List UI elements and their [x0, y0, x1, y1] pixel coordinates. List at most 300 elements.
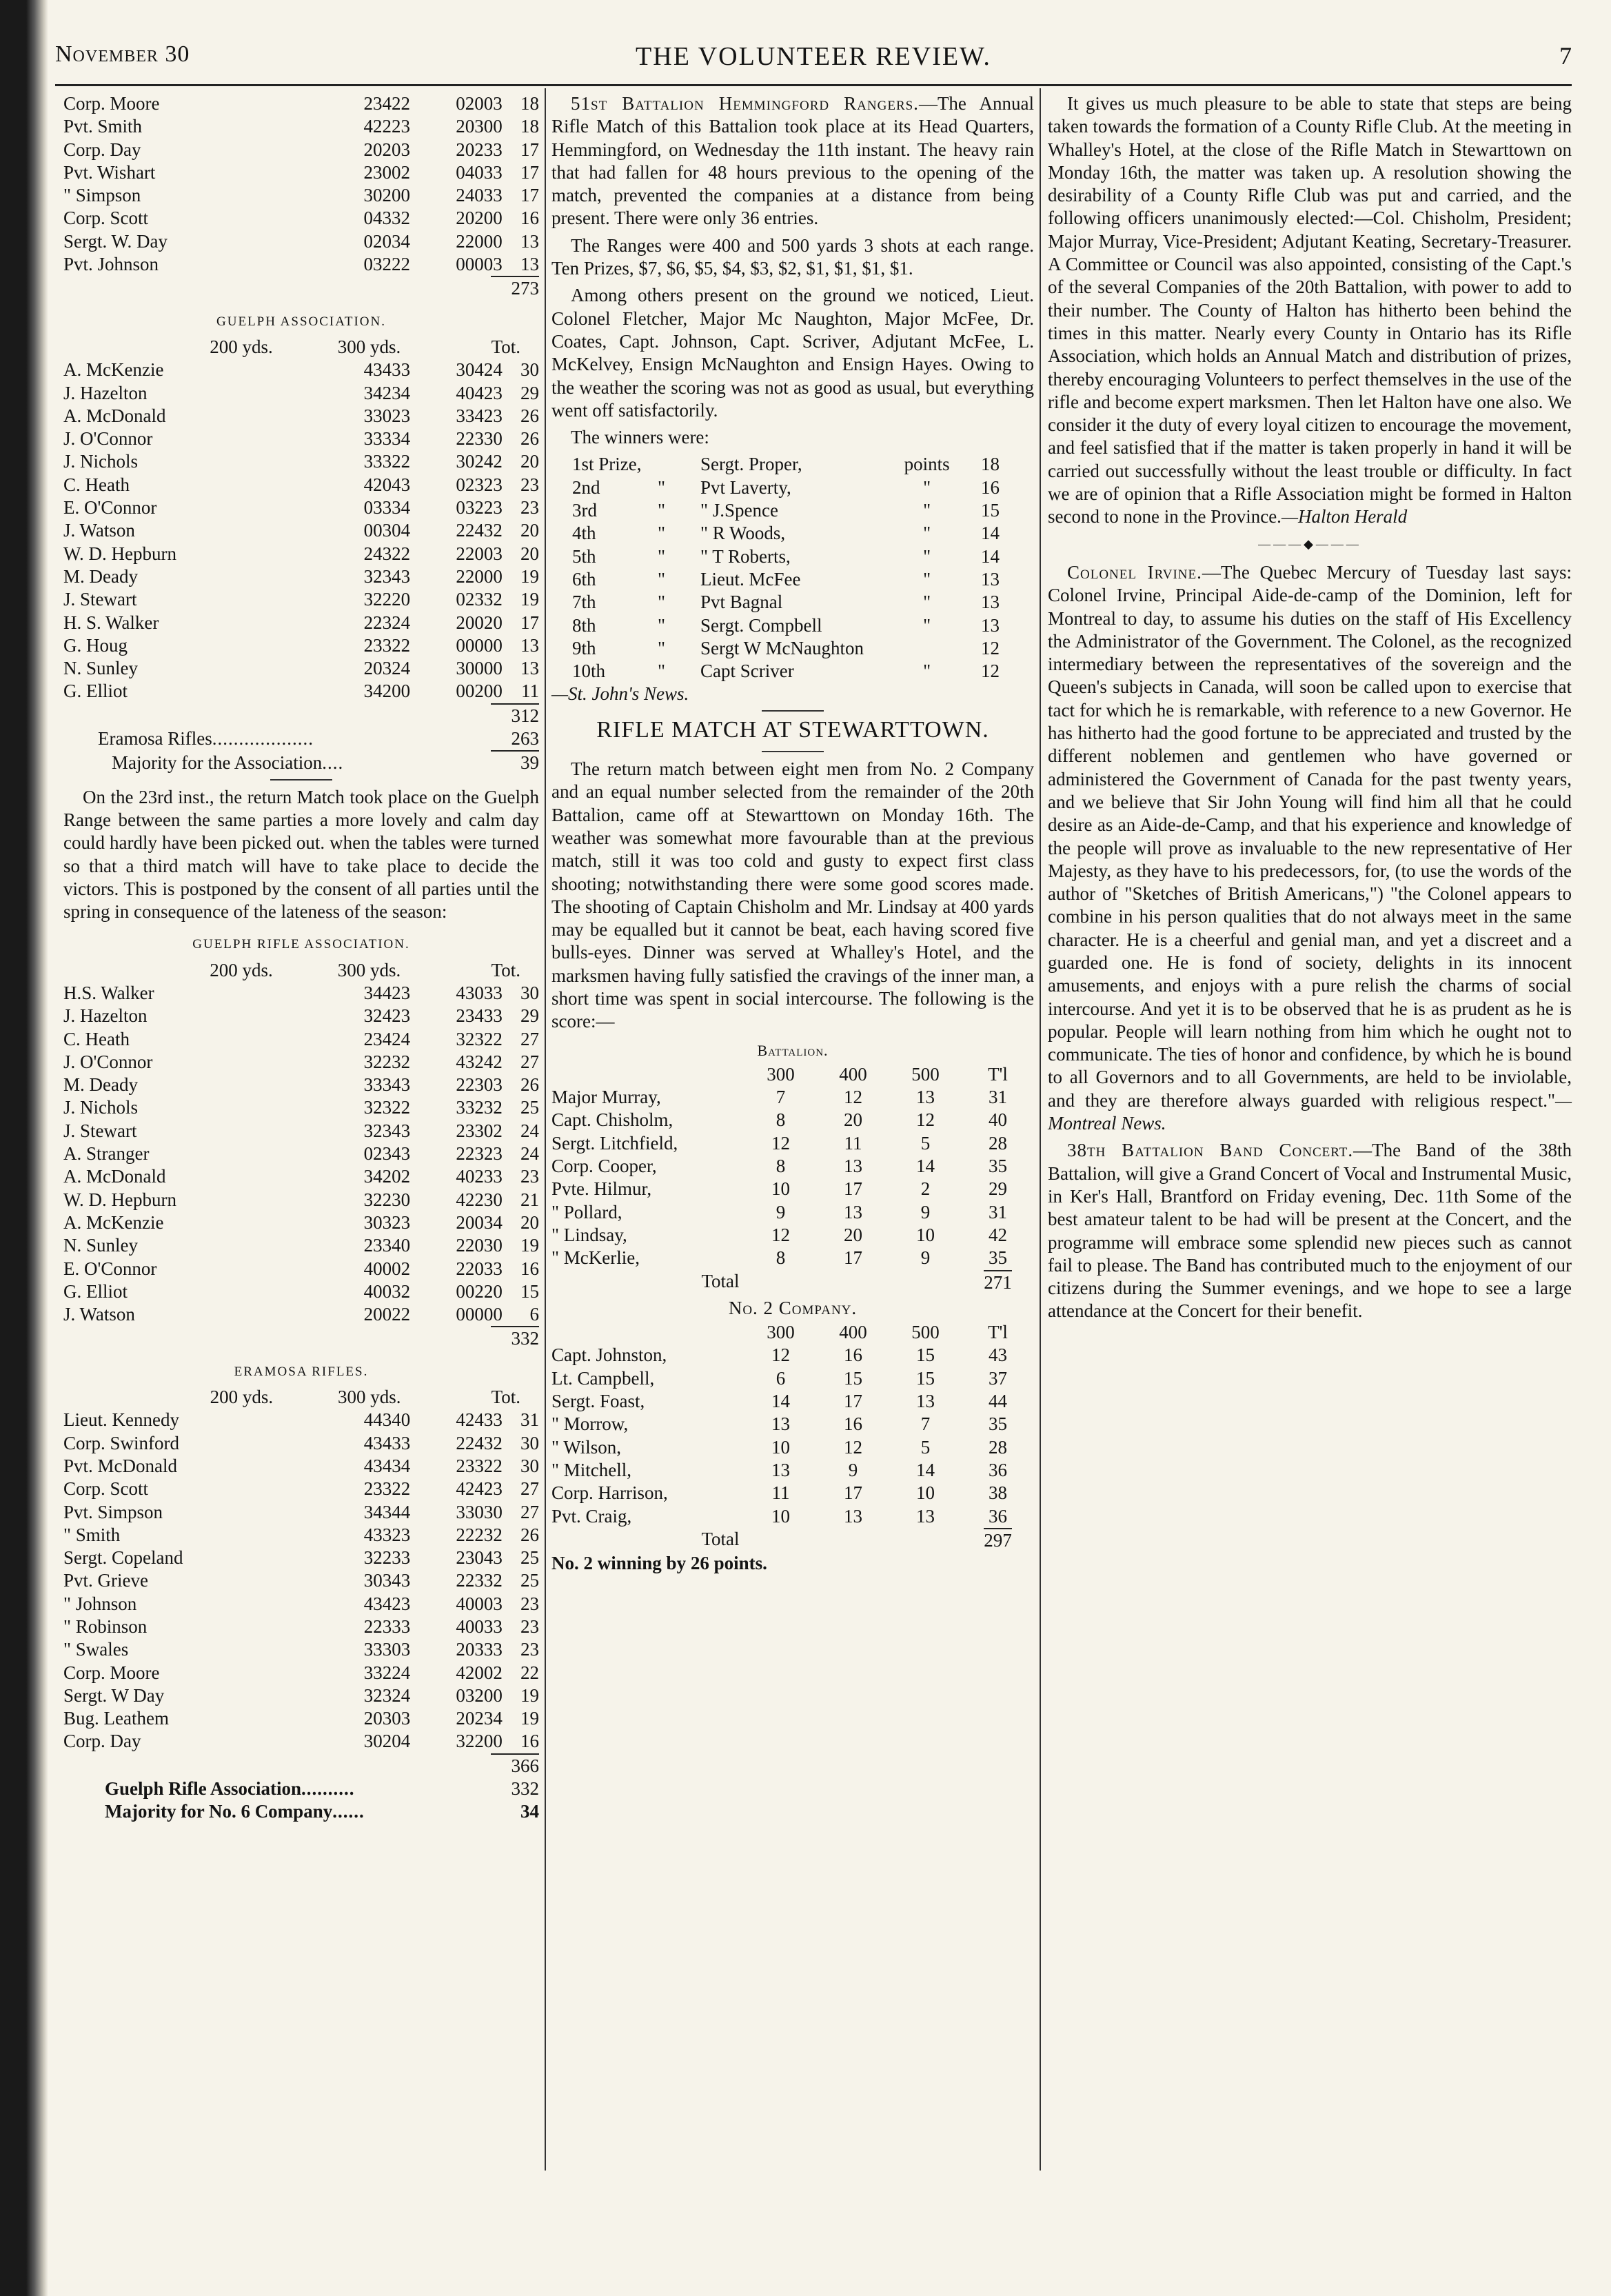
- score-300: 24033: [456, 185, 503, 206]
- cell-s300: 9: [776, 1201, 786, 1222]
- score-total: 27: [520, 1028, 539, 1049]
- hdr-500: 500: [911, 1322, 940, 1343]
- score-300: 42423: [456, 1478, 503, 1500]
- score-total: 20: [520, 520, 539, 541]
- cell-name: Pvte. Hilmur,: [551, 1178, 652, 1200]
- score-total: 21: [520, 1189, 539, 1210]
- battalion-total-row: [551, 1270, 1034, 1294]
- shooter-name: Corp. Swinford: [63, 1432, 179, 1453]
- match-score-row: [551, 1505, 1034, 1528]
- cell-tl: 28: [989, 1436, 1007, 1458]
- match-score-row: [551, 1178, 1034, 1200]
- score-200: 34423: [363, 982, 411, 1003]
- score-200: 43323: [363, 1524, 411, 1545]
- total-label: Total: [701, 1528, 740, 1549]
- score-total: 22: [520, 1662, 539, 1683]
- cell-name: " Morrow,: [551, 1413, 629, 1435]
- shooter-name: " Smith: [63, 1524, 121, 1545]
- score-200: 22333: [363, 1616, 411, 1637]
- majority-line: Majority for the Association.... 39: [63, 752, 539, 774]
- score-row: [63, 1707, 539, 1730]
- eramosa-line: Eramosa Rifles................... 263: [63, 727, 539, 750]
- ranges-paragraph: The Ranges were 400 and 500 yards 3 shots at each range. Ten Prizes, $7, $6, $5, $4, $3, $2, $1, $1, $1, $1.: [551, 234, 1034, 279]
- score-total: 23: [520, 497, 539, 518]
- score-total: 26: [520, 1074, 539, 1096]
- score-total: 25: [520, 1097, 539, 1118]
- score-total: 25: [520, 1547, 539, 1569]
- score-200: 30343: [363, 1570, 411, 1591]
- shooter-name: A. McKenzie: [63, 1211, 164, 1233]
- score-row: [63, 92, 539, 115]
- company-score-table: [551, 1321, 1034, 1552]
- score-200: 23340: [363, 1235, 411, 1256]
- shooter-name: G. Houg: [63, 634, 128, 656]
- hdr-total: T'l: [988, 1322, 1008, 1343]
- score-total: 23: [520, 474, 539, 495]
- score-row: [63, 230, 539, 253]
- colonel-irvine-paragraph: [1048, 561, 1572, 1135]
- score-row: [63, 1547, 539, 1569]
- score-total: 15: [520, 1280, 539, 1302]
- shooter-name: Pvt. Simpson: [63, 1501, 163, 1522]
- winner-row: [572, 476, 1000, 499]
- winner-row: [572, 453, 1000, 476]
- score-total: 29: [520, 382, 539, 403]
- shooter-name: M. Deady: [63, 1074, 138, 1096]
- score-total: 20: [520, 451, 539, 472]
- score-300: 20300: [456, 116, 503, 137]
- shooter-name: E. O'Connor: [63, 497, 157, 518]
- winner-points-label: ": [923, 614, 931, 636]
- score-300: 22432: [456, 520, 503, 541]
- shooter-name: W. D. Hepburn: [63, 543, 176, 564]
- score-300: 03200: [456, 1684, 503, 1706]
- shooter-name: J. Nichols: [63, 1097, 138, 1118]
- ditto-mark: ": [658, 661, 666, 682]
- cell-s500: 7: [920, 1413, 931, 1435]
- score-300: 22303: [456, 1074, 503, 1096]
- score-300: 22003: [456, 543, 503, 564]
- score-total: 30: [520, 1432, 539, 1453]
- shooter-name: Bug. Leathem: [63, 1708, 169, 1729]
- ditto-mark: [658, 453, 700, 476]
- score-300: 23043: [456, 1547, 503, 1569]
- winner-points-label: [897, 637, 957, 660]
- col-hdr-200: 200 yds.: [210, 1387, 274, 1408]
- hemmingford-text: —The Annual Rifle Match of this Battalion took place at its Head Quarters, Hemmingford, on Wednesday the 11th instant. The heavy rain that had fallen for 48 hours previous to the opening of the match, prevented the companies at a distance from being present. There were only 36 entries.: [551, 93, 1034, 229]
- winner-row: [572, 568, 1000, 591]
- shooter-name: Corp. Day: [63, 139, 141, 160]
- top-total: 273: [511, 278, 539, 299]
- score-300: 42230: [456, 1189, 503, 1210]
- score-200: 23322: [363, 1478, 411, 1500]
- rifle-club-text: It gives us much pleasure to be able to state that steps are being taken towards the formation of a County Rifle Club. At the meeting in Whalley's Hotel, at the close of the Rifle Match in Stewarttown on Monday 16th, the matter was taken up. A resolution showing the desirability of a County Rifle Club was put and carried, and the following officers unanimously elected:—Col. Chisholm, President; Major Murray, Vice-President; Adjutant Keating, Secretary-Treasurer. A Committee or Council was also appointed, consisting of the Capt.'s of the several Companies of the 20th Battalion, with power to add to their number. The County of Halton has hitherto been behind the times in this matter. Nearly every County in Ontario has its Rifle Association, which holds an Annual Match and distribution of prizes, thereby encouraging Volunteers to perfect themselves in the use of the rifle and become expert marksmen. Then let Halton have one also. We consider it the duty of every loyal citizen to encourage the movement, and feel satisfied that if the matter is taken properly in hand it will be carried out successfully without the least trouble or difficulty. In fact we are of opinion that a Rifle Association might be formed in Halton second to none in the Province.: [1048, 93, 1572, 527]
- score-total: 27: [520, 1051, 539, 1072]
- shooter-name: C. Heath: [63, 1028, 130, 1049]
- winner-points-label: ": [923, 523, 931, 544]
- column-header-row: [63, 959, 539, 982]
- winner-place: 4th: [572, 523, 596, 544]
- ditto-mark: ": [658, 568, 666, 590]
- ditto-mark: ": [658, 545, 666, 567]
- ornamental-rule: ———◆———: [1258, 536, 1361, 551]
- header-day: 30: [165, 41, 190, 67]
- score-300: 00000: [456, 634, 503, 656]
- score-row: [63, 543, 539, 565]
- score-300: 22330: [456, 428, 503, 450]
- shooter-name: W. D. Hepburn: [63, 1189, 176, 1210]
- shooter-name: Lieut. Kennedy: [63, 1409, 179, 1431]
- winner-place: 3rd: [572, 500, 597, 521]
- cell-name: Capt. Johnston,: [551, 1345, 667, 1366]
- score-row: [63, 1593, 539, 1615]
- cell-s300: 12: [771, 1224, 790, 1245]
- shooter-name: " Swales: [63, 1639, 129, 1660]
- cell-s300: 14: [771, 1391, 790, 1412]
- eramosa-total: 263: [511, 728, 539, 749]
- score-200: 43434: [363, 1455, 411, 1476]
- score-200: 24322: [363, 543, 411, 564]
- hemmingford-heading: 51st Battalion Hemmingford Rangers.: [571, 93, 919, 114]
- shooter-name: Pvt. Grieve: [63, 1570, 148, 1591]
- score-row: [63, 1455, 539, 1478]
- column-2: [551, 92, 1034, 1579]
- cell-tl: 37: [989, 1367, 1007, 1389]
- match-score-row: [551, 1224, 1034, 1247]
- score-300: 20233: [456, 139, 503, 160]
- winner-points-label: ": [923, 545, 931, 567]
- score-200: 32230: [363, 1189, 411, 1210]
- score-total: 24: [520, 1120, 539, 1141]
- cell-tl: 35: [989, 1413, 1007, 1435]
- score-row: [63, 1280, 539, 1303]
- match-score-row: [551, 1201, 1034, 1224]
- cell-s400: 9: [848, 1459, 858, 1480]
- winners-table: [572, 453, 1000, 683]
- score-row: [63, 982, 539, 1005]
- cell-s500: 15: [916, 1345, 935, 1366]
- ditto-mark: ": [658, 592, 666, 613]
- stewarttown-heading: RIFLE MATCH AT STEWARTTOWN.: [596, 716, 989, 743]
- cell-tl: 28: [989, 1132, 1007, 1154]
- score-row: [63, 1524, 539, 1547]
- cell-tl: 36: [989, 1505, 1007, 1527]
- section-rule: [270, 779, 332, 781]
- winner-place: 7th: [572, 592, 596, 613]
- header-rule: [55, 84, 1572, 86]
- score-total: 23: [520, 1616, 539, 1637]
- cell-s500: 13: [916, 1505, 935, 1527]
- hemmingford-paragraph: [551, 92, 1034, 230]
- score-total: 13: [520, 658, 539, 679]
- score-200: 40032: [363, 1280, 411, 1302]
- winner-points: 12: [981, 637, 1000, 658]
- top-score-table: [63, 92, 539, 276]
- company-total-row: [551, 1528, 1034, 1552]
- winners-intro: The winners were:: [571, 427, 709, 448]
- rifle-club-paragraph: [1048, 92, 1572, 529]
- score-row: [63, 1096, 539, 1119]
- majority-no6-line: Majority for No. 6 Company...... 34: [63, 1800, 539, 1823]
- score-total: 27: [520, 1478, 539, 1500]
- winner-row: [572, 545, 1000, 568]
- col-hdr-300: 300 yds.: [337, 1387, 401, 1408]
- attendees-paragraph: Among others present on the ground we noticed, Lieut. Colonel Fletcher, Major Mc Naughton, Major McFee, Dr. Coates, Capt. Johnson, Capt. Scriver, Adjutant McFee, L. McKelvey, Ensign McNaughton and Ensign Hayes. Owing to the weather the scoring was not as good as usual, but everything went off satisfactorily.: [551, 285, 1034, 421]
- score-200: 20303: [363, 1708, 411, 1729]
- score-total: 27: [520, 1501, 539, 1522]
- score-row: [63, 1638, 539, 1661]
- winner-name: " T Roberts,: [700, 545, 791, 567]
- score-300: 32322: [456, 1028, 503, 1049]
- cell-s500: 5: [920, 1132, 931, 1154]
- score-200: 33322: [363, 451, 411, 472]
- score-total: 20: [520, 1211, 539, 1233]
- guelph-association-heading: GUELPH ASSOCIATION.: [216, 314, 386, 329]
- score-200: 34234: [363, 382, 411, 403]
- match-score-row: [551, 1390, 1034, 1413]
- score-300: 00000: [456, 1304, 503, 1325]
- shooter-name: N. Sunley: [63, 658, 138, 679]
- cell-name: Corp. Harrison,: [551, 1482, 668, 1504]
- match-score-row: [551, 1482, 1034, 1504]
- score-total: 31: [520, 1409, 539, 1431]
- score-200: 22324: [363, 612, 411, 633]
- shooter-name: " Simpson: [63, 185, 141, 206]
- score-row: [63, 1211, 539, 1234]
- score-row: [63, 1074, 539, 1096]
- score-200: 33343: [363, 1074, 411, 1096]
- winner-points: 15: [981, 500, 1000, 521]
- cell-s300: 8: [776, 1156, 786, 1177]
- column-3: [1048, 92, 1572, 1327]
- winner-name: Pvt Laverty,: [700, 476, 791, 498]
- score-row: [63, 1432, 539, 1455]
- cell-tl: 43: [989, 1345, 1007, 1366]
- score-300: 20200: [456, 208, 503, 229]
- cell-name: Sergt. Litchfield,: [551, 1132, 678, 1154]
- cell-s500: 15: [916, 1367, 935, 1389]
- gra-summary-line: Guelph Rifle Association.......... 332: [63, 1778, 539, 1800]
- winner-place: 1st Prize,: [572, 454, 642, 475]
- score-200: 03222: [363, 254, 410, 275]
- score-300: 40033: [456, 1616, 503, 1637]
- score-total: 30: [520, 1455, 539, 1476]
- score-300: 33030: [456, 1501, 503, 1522]
- score-200: 02343: [363, 1143, 411, 1165]
- score-total: 19: [520, 1235, 539, 1256]
- score-total: 17: [520, 612, 539, 633]
- cell-s400: 15: [844, 1367, 862, 1389]
- cell-tl: 35: [989, 1156, 1007, 1177]
- guelph-rifle-association-heading: GUELPH RIFLE ASSOCIATION.: [192, 937, 410, 952]
- cell-tl: 42: [989, 1224, 1007, 1245]
- shooter-name: H.S. Walker: [63, 982, 154, 1003]
- cell-s400: 20: [844, 1109, 862, 1131]
- score-200: 02034: [363, 230, 410, 252]
- cell-tl: 40: [989, 1109, 1007, 1131]
- score-total: 26: [520, 405, 539, 426]
- shooter-name: J. O'Connor: [63, 428, 153, 450]
- match-score-row: [551, 1247, 1034, 1269]
- match-score-row: [551, 1459, 1034, 1482]
- cell-s300: 13: [771, 1413, 790, 1435]
- cell-tl: 44: [989, 1391, 1007, 1412]
- col-hdr-200: 200 yds.: [210, 336, 273, 357]
- shooter-name: J. Hazelton: [63, 1005, 148, 1027]
- guelph-total: 312: [511, 705, 539, 726]
- score-header-row: [551, 1063, 1034, 1086]
- score-total: 19: [520, 589, 539, 610]
- score-total: 17: [520, 139, 539, 160]
- match-score-row: [551, 1155, 1034, 1178]
- cell-tl: 31: [989, 1087, 1007, 1108]
- score-total: 23: [520, 1166, 539, 1187]
- score-300: 22232: [456, 1524, 503, 1545]
- winner-row: [572, 660, 1000, 683]
- match-score-row: [551, 1086, 1034, 1109]
- score-300: 04033: [456, 161, 503, 183]
- score-300: 20333: [456, 1639, 503, 1660]
- ditto-mark: ": [658, 523, 666, 544]
- company-total: 297: [984, 1528, 1012, 1552]
- shooter-name: Pvt. Johnson: [63, 254, 159, 275]
- total-label: Total: [701, 1270, 740, 1291]
- header-page-number: 7: [1559, 42, 1572, 70]
- match-score-row: [551, 1413, 1034, 1436]
- winner-points-label: ": [923, 500, 931, 521]
- cell-s400: 17: [844, 1178, 862, 1200]
- score-row: [63, 427, 539, 450]
- majority-no6-label: Majority for No. 6 Company: [105, 1801, 333, 1822]
- score-row: [63, 1662, 539, 1684]
- score-total: 20: [520, 543, 539, 564]
- band-concert-heading: 38th Battalion Band Concert.: [1067, 1140, 1354, 1161]
- score-row: [63, 382, 539, 405]
- column-header-row: [63, 1386, 539, 1409]
- score-total: 23: [520, 1639, 539, 1660]
- score-300: 32200: [456, 1731, 503, 1752]
- cell-s400: 13: [844, 1156, 862, 1177]
- score-300: 20020: [456, 612, 503, 633]
- cell-tl: 31: [989, 1201, 1007, 1222]
- score-total: 24: [520, 1143, 539, 1165]
- band-concert-paragraph: [1048, 1139, 1572, 1322]
- winner-row: [572, 614, 1000, 637]
- shooter-name: C. Heath: [63, 474, 130, 495]
- shooter-name: Pvt. Wishart: [63, 161, 156, 183]
- score-row: [63, 1051, 539, 1074]
- shooter-name: Pvt. McDonald: [63, 1455, 177, 1476]
- cell-s500: 13: [916, 1391, 935, 1412]
- cell-name: Capt. Chisholm,: [551, 1109, 673, 1131]
- hdr-400: 400: [839, 1322, 867, 1343]
- cell-s400: 17: [844, 1247, 862, 1269]
- score-300: 30000: [456, 658, 503, 679]
- shooter-name: N. Sunley: [63, 1235, 138, 1256]
- score-200: 32343: [363, 1120, 411, 1141]
- score-200: 23322: [363, 634, 411, 656]
- score-200: 20324: [363, 658, 411, 679]
- score-row: [63, 184, 539, 207]
- hdr-500: 500: [911, 1063, 940, 1085]
- score-200: 42043: [363, 474, 411, 495]
- band-concert-text: —The Band of the 38th Battalion, will give a Grand Concert of Vocal and Instrumental Music, in Ker's Hall, Brantford on Friday evening, Dec. 11th Some of the best amateur talent to be had will be present at the Concert, and the programme will embrace some splendid new pieces such as cannot fail to please. The Band has contributed much to the enjoyment of our citizens during the Summer evenings, and we hope to see a large attendance at the Concert for their benefit.: [1048, 1140, 1572, 1322]
- colonel-irvine-text: —The Quebec Mercury of Tuesday last says: Colonel Irvine, Principal Aide-de-camp of the Dominion, left for Montreal to day, to assume his duties on the staff of His Excellency the Administrator of the Government. The Colonel, as the recognized intermediary between the representatives of the sovereign and the Queen's subjects in Canada, will soon be called upon to exercise that tact for which he is remarkable, with reference to a new Governor. He has hitherto had the good fortune to be appreciated and trusted by the different noblemen and gentlemen who have governed or administered the Government of Canada for the past twenty years, and we believe that Sir John Young will find him all that he could desire as an Aide-de-Camp, and that his experience and knowledge of the people will prove as invaluable to the new representative of Her Majesty, as they have to his predecessors, for, (to use the words of the author of "Sketches of British Americans,") "the Colonel appears to combine in his person qualities that do not always meet in the same character. He is a cheerful and genial man, and yet a discreet and a guarded one. He is fond of society, delights in its innocent amusements, and enjoys with a pure relish the charms of social intercourse. And yet it is to be observed that he is as prudent as he is popular. People will learn nothing from him which he ought not to communicate. The ties of honor and confidence, by which he is bound to all Governors and to all Governments, are held to be inviolable, and they are therefore always guarded with religious respect.": [1048, 561, 1572, 1111]
- score-row: [63, 405, 539, 427]
- score-300: 22432: [456, 1432, 503, 1453]
- colonel-irvine-heading: Colonel Irvine.: [1067, 561, 1202, 583]
- score-total: 25: [520, 1570, 539, 1591]
- score-200: 32343: [363, 565, 411, 587]
- score-row: [63, 588, 539, 611]
- score-row: [63, 1120, 539, 1142]
- cell-name: " Pollard,: [551, 1201, 622, 1222]
- score-row: [63, 207, 539, 230]
- cell-s400: 20: [844, 1224, 862, 1245]
- cell-s500: 9: [920, 1201, 931, 1222]
- st-johns-news-credit: —St. John's News.: [551, 683, 689, 705]
- score-300: 22332: [456, 1570, 503, 1591]
- score-200: 43423: [363, 1593, 411, 1614]
- cell-s300: 12: [771, 1132, 790, 1154]
- score-200: 33334: [363, 428, 411, 450]
- hdr-total: T'l: [988, 1063, 1008, 1085]
- cell-name: " McKerlie,: [551, 1247, 640, 1269]
- score-300: 40003: [456, 1593, 503, 1614]
- score-200: 30204: [363, 1731, 411, 1752]
- cell-s400: 12: [844, 1087, 862, 1108]
- shooter-name: J. Stewart: [63, 589, 137, 610]
- score-row: [63, 1258, 539, 1280]
- shooter-name: J. Nichols: [63, 451, 138, 472]
- stewarttown-paragraph: The return match between eight men from No. 2 Company and an equal number selected from the remainder of the 20th Battalion, came off at Stewarttown on Monday 16th. The weather was somewhat more favourable than at the previous match, still it was too cold and gusty to expect first class shooting; notwithstanding there were some good scores made. The shooting of Captain Chisholm and Mr. Lindsay at 400 yards may be equalled but it cannot be beat, each having scored five bulls-eyes. Dinner was served at Whalley's Hotel, and the marksmen having fully satisfied the cravings of the inner man, a short time was spent in social intercourse. The following is the score:—: [551, 758, 1034, 1032]
- score-300: 20234: [456, 1708, 503, 1729]
- score-200: 33023: [363, 405, 411, 426]
- score-row: [63, 1165, 539, 1188]
- winner-place: 5th: [572, 545, 596, 567]
- score-row: [63, 1303, 539, 1326]
- page-header: [55, 41, 1572, 76]
- winner-name: " J.Spence: [700, 500, 778, 521]
- score-row: [63, 450, 539, 473]
- cell-s300: 6: [776, 1367, 786, 1389]
- score-row: [63, 1684, 539, 1707]
- score-total: 30: [520, 982, 539, 1003]
- score-total: 6: [529, 1304, 539, 1325]
- score-200: 32322: [363, 1097, 411, 1118]
- shooter-name: Sergt. Copeland: [63, 1547, 183, 1569]
- score-row: [63, 1409, 539, 1431]
- score-total: 16: [520, 1731, 539, 1752]
- shooter-name: A. McDonald: [63, 405, 166, 426]
- cell-s500: 14: [916, 1156, 935, 1177]
- column-divider-1: [545, 88, 546, 2171]
- score-row: [63, 1501, 539, 1524]
- shooter-name: M. Deady: [63, 565, 138, 587]
- score-300: 22323: [456, 1143, 503, 1165]
- score-total: 11: [521, 681, 539, 702]
- score-200: 33303: [363, 1639, 411, 1660]
- score-total: 13: [520, 254, 539, 275]
- col-hdr-300: 300 yds.: [337, 336, 401, 357]
- shooter-name: Corp. Moore: [63, 93, 160, 114]
- winner-name: " R Woods,: [700, 523, 786, 544]
- col-hdr-tot: Tot.: [491, 1387, 520, 1408]
- winner-row: [572, 499, 1000, 522]
- shooter-name: A. Stranger: [63, 1143, 150, 1165]
- score-header-row: [551, 1321, 1034, 1344]
- score-total: 18: [520, 93, 539, 114]
